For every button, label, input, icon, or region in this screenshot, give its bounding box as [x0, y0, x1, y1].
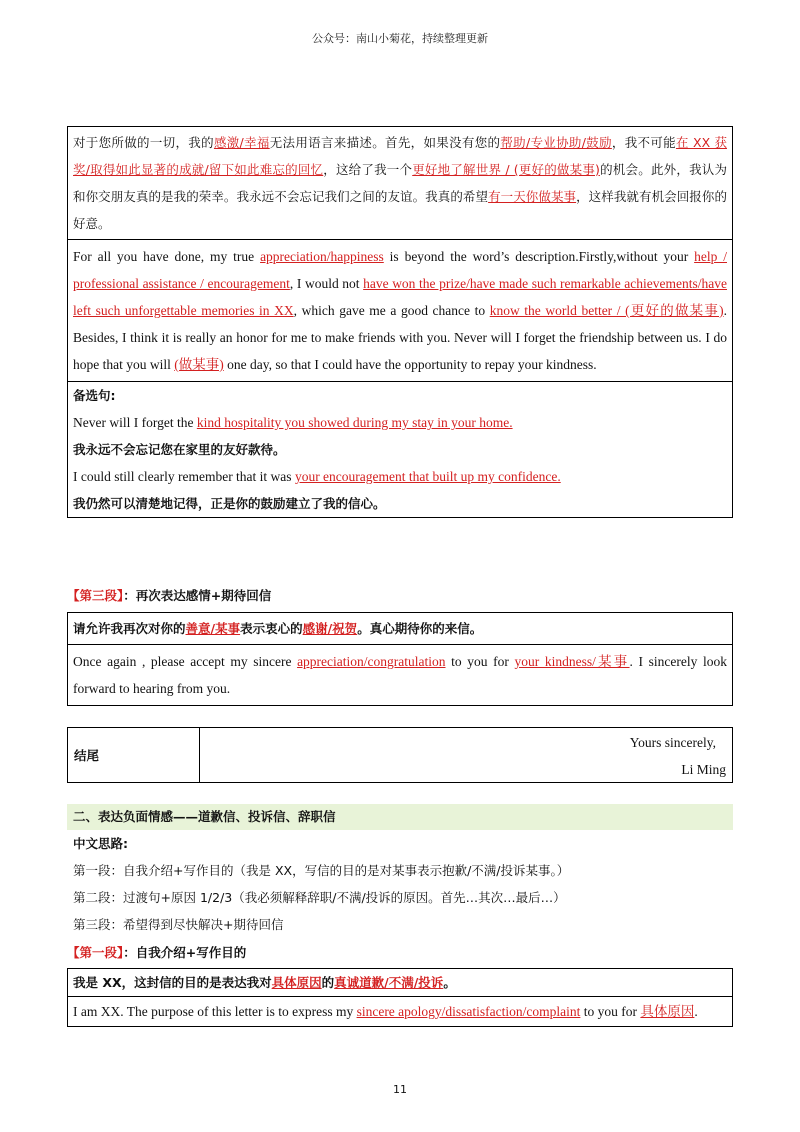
text-segment: Once again , please accept my sincere	[73, 654, 298, 669]
para3-english	[68, 644, 732, 705]
highlight-text: 真诚道歉/不满/投诉	[334, 975, 444, 990]
alt1-english	[73, 409, 727, 436]
text-segment: ，这样我就有机会回报你的好意。	[73, 189, 727, 231]
text-segment: 的	[321, 975, 335, 990]
highlight-text: 感激/幸福	[213, 135, 270, 150]
step-3: 第三段：希望得到尽快解决+期待回信	[73, 917, 284, 932]
closing-label: 结尾	[68, 728, 200, 782]
text-segment: 请允许我再次对你的	[73, 621, 186, 636]
think-label: 中文思路:	[73, 836, 128, 851]
text-segment: . I sincerely look forward to hearing from you.	[73, 654, 727, 696]
text-segment: to you for	[580, 1004, 641, 1019]
s2p1-chinese	[68, 969, 732, 996]
highlight-text: sincere apology/dissatisfaction/complaint	[356, 1004, 581, 1019]
highlight-text: help / professional assistance / encouragement	[73, 249, 727, 291]
highlight-text: know the world better / (更好的做某事)	[489, 303, 724, 318]
alt2-chinese: 我仍然可以清楚地记得，正是你的鼓励建立了我的信心。	[73, 496, 386, 511]
para3-heading-bracket: 【第三段】	[67, 588, 124, 603]
highlight-text: appreciation/happiness	[260, 249, 384, 264]
closing-line-2: Li Ming	[681, 762, 726, 777]
paragraph-three-table	[67, 612, 733, 706]
text-segment: ，我不可能	[611, 135, 676, 150]
highlight-text: 善意/某事	[185, 621, 241, 636]
p1-heading	[67, 943, 246, 961]
text-segment: 。真心期待你的来信。	[357, 621, 483, 636]
para3-chinese	[68, 613, 732, 644]
alt-label: 备选句:	[73, 388, 116, 403]
text-segment: 的机会。此外，我认为和你交朋友真的是我的荣幸。我永远不会忘记我们之间的友谊。我真的希望	[73, 162, 727, 204]
highlight-text: your encouragement that built up my confidence.	[294, 469, 561, 484]
para3-heading	[67, 586, 271, 604]
text-segment: ，这给了我一个	[323, 162, 413, 177]
section2-para1-table	[67, 968, 733, 1027]
section-two-title: 二、表达负面情感——道歉信、投诉信、辞职信	[67, 804, 733, 830]
text-segment: . Besides, I think it is really an honor for me to make friends with you. Never will I forget the friendship between us. I do hope that you will	[73, 303, 727, 372]
p1-heading-bracket: 【第一段】	[67, 945, 124, 960]
text-segment: 对于您所做的一切，我的	[73, 135, 214, 150]
text-segment: one day, so that I could have the opportunity to repay your kindness.	[223, 357, 597, 372]
page-number: 11	[393, 1083, 407, 1096]
para2-english	[68, 239, 732, 381]
highlight-text: 在 XX 获奖/取得如此显著的成就/留下如此难忘的回忆	[73, 135, 727, 177]
closing-table	[67, 727, 733, 783]
highlight-text: 帮助/专业协助/鼓励	[500, 135, 612, 150]
alt2-english	[73, 463, 727, 490]
page-header: 公众号：南山小菊花，持续整理更新	[312, 32, 488, 45]
text-segment: 。	[443, 975, 456, 990]
highlight-text: your kindness/某事	[514, 654, 630, 669]
closing-value	[200, 728, 732, 782]
text-segment: 我是 XX，这封信的目的是表达我对	[73, 975, 272, 990]
highlight-text: kind hospitality you showed during my stay in your home.	[196, 415, 513, 430]
text-segment: .	[694, 1004, 698, 1019]
closing-line-1: Yours sincerely,	[629, 735, 716, 750]
paragraph-two-table	[67, 126, 733, 518]
p1-heading-rest: ：自我介绍+写作目的	[123, 945, 247, 960]
text-segment: 无法用语言来描述。首先，如果没有您的	[269, 135, 501, 150]
highlight-text: have won the prize/have made such remarkable achievements/have left such unforgettable memories in XX	[73, 276, 728, 318]
highlight-text: 有一天你做某事	[488, 189, 577, 204]
text-segment: is beyond the word’s description.Firstly,without your	[383, 249, 695, 264]
alt1-chinese: 我永远不会忘记您在家里的友好款待。	[73, 442, 286, 457]
text-segment: , I would not	[289, 276, 364, 291]
highlight-text: 具体原因	[271, 975, 322, 990]
highlight-text: appreciation/congratulation	[297, 654, 446, 669]
para3-heading-rest: ：再次表达感情+期待回信	[123, 588, 272, 603]
step-2: 第二段：过渡句+原因 1/2/3（我必须解释辞职/不满/投诉的原因。首先…其次…最后…）	[73, 890, 566, 905]
step-1: 第一段：自我介绍+写作目的（我是 XX，写信的目的是对某事表示抱歉/不满/投诉某事。）	[73, 863, 570, 878]
text-segment: I am XX. The purpose of this letter is to express my	[73, 1004, 357, 1019]
text-segment: , which gave me a good chance to	[293, 303, 490, 318]
highlight-text: 具体原因	[640, 1004, 695, 1019]
s2p1-english	[68, 996, 732, 1026]
text-segment: For all you have done, my true	[73, 249, 261, 264]
highlight-text: 感谢/祝贺	[302, 621, 358, 636]
text-segment: to you for	[445, 654, 515, 669]
highlight-text: 更好地了解世界 / (更好的做某事)	[412, 162, 600, 177]
text-segment: I could still clearly remember that it was	[73, 469, 295, 484]
text-segment: 表示衷心的	[240, 621, 303, 636]
text-segment: Never will I forget the	[73, 415, 197, 430]
highlight-text: (做某事)	[174, 357, 224, 372]
para2-chinese	[68, 127, 732, 239]
alternative-sentences	[68, 381, 732, 517]
